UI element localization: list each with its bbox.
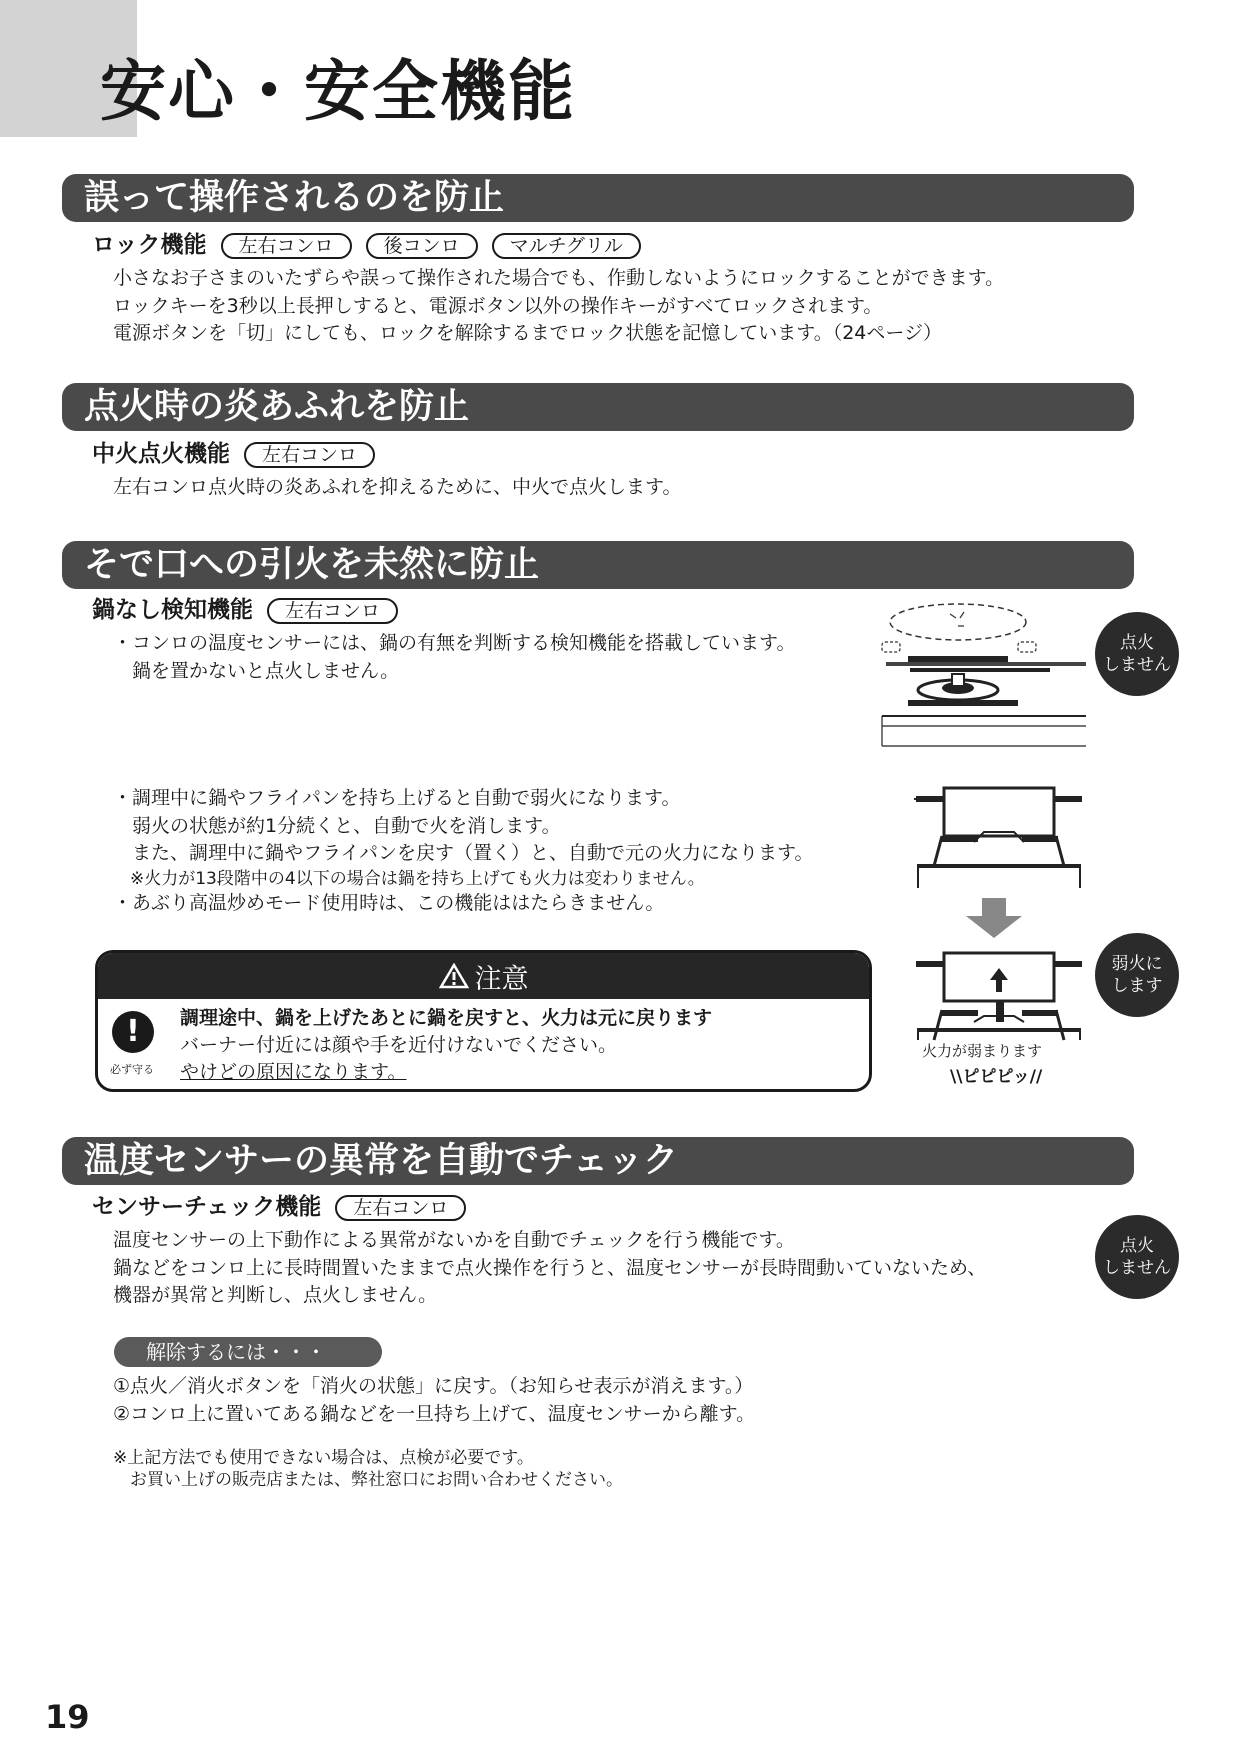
caption-beep <box>950 1062 1042 1087</box>
beep-marks-icon: // <box>1029 1067 1043 1087</box>
text-line: ロックキーを3秒以上長押しすると、電源ボタン以外の操作キーがすべてロックされます。 <box>113 294 883 317</box>
badge-low-flame <box>1095 933 1179 1017</box>
release-step: ②コンロ上に置いてある鍋などを一旦持ち上げて、温度センサーから離す。 <box>113 1402 756 1425</box>
stove-no-pot-illustration <box>880 600 1090 770</box>
caution-text <box>180 1005 712 1086</box>
section-heading-sleeve: そで口への引火を未然に防止 <box>62 541 1134 589</box>
text-line: 小さなお子さまのいたずらや誤って操作された場合でも、作動しないようにロックすることができます。 <box>113 267 1005 289</box>
feature-no-pot <box>92 595 398 625</box>
text-line: 鍋などをコンロ上に長時間置いたままで点火操作を行うと、温度センサーが長時間動いていないため、 <box>113 1256 987 1279</box>
text-line: 鍋を置かないと点火しません。 <box>113 659 400 682</box>
sensor-description <box>113 1227 986 1310</box>
tag-left-right-burner: 左右コンロ <box>221 233 352 259</box>
note-line: お買い上げの販売店または、弊社窓口にお問い合わせください。 <box>113 1470 623 1490</box>
badge-line: しません <box>1103 655 1171 675</box>
caution-box <box>95 950 872 1092</box>
release-step: ①点火／消火ボタンを「消火の状態」に戻す。（お知らせ表示が消えます。） <box>113 1375 754 1397</box>
text-line: 電源ボタンを「切」にしても、ロックを解除するまでロック状態を記憶しています。（24ページ） <box>113 322 943 344</box>
text-line: 温度センサーの上下動作による異常がないかを自動でチェックを行う機能です。 <box>113 1229 795 1251</box>
lift-pot-description <box>113 785 814 917</box>
feature-title: 鍋なし検知機能 <box>92 597 253 623</box>
page-number: 19 <box>45 1698 90 1736</box>
text-line: また、調理中に鍋やフライパンを戻す（置く）と、自動で元の火力になります。 <box>113 842 814 864</box>
caution-line: やけどの原因になります。 <box>180 1061 407 1083</box>
text-line: 弱火の状態が約1分続くと、自動で火を消します。 <box>113 814 561 837</box>
feature-medium-ignition <box>92 439 375 469</box>
feature-sensor-check <box>92 1192 466 1222</box>
caution-line: バーナー付近には顔や手を近付けないでください。 <box>180 1034 618 1056</box>
caution-header <box>98 953 869 999</box>
text-line: ・コンロの温度センサーには、鍋の有無を判断する検知機能を搭載しています。 <box>113 632 796 654</box>
text-line: ・調理中に鍋やフライパンを持ち上げると自動で弱火になります。 <box>113 787 681 809</box>
tag-left-right-burner: 左右コンロ <box>244 442 375 468</box>
release-title: 解除するには・・・ <box>114 1337 382 1367</box>
badge-no-ignition-sensor <box>1095 1215 1179 1299</box>
note-line: ※上記方法でも使用できない場合は、点検が必要です。 <box>113 1448 534 1468</box>
ignition-description <box>113 474 681 502</box>
badge-line: 弱火に <box>1111 954 1163 974</box>
caption-flame-low: 火力が弱まります <box>922 1042 1043 1060</box>
caution-bold-line: 調理途中、鍋を上げたあとに鍋を戻すと、火力は元に戻ります <box>180 1007 713 1029</box>
section-heading-lock: 誤って操作されるのを防止 <box>62 174 1134 222</box>
beep-marks-icon: \\ <box>950 1067 963 1087</box>
feature-title: ロック機能 <box>92 232 207 258</box>
page-title: 安心・安全機能 <box>100 53 576 130</box>
feature-title: 中火点火機能 <box>92 441 230 467</box>
feature-title: センサーチェック機能 <box>92 1194 322 1220</box>
tag-left-right-burner: 左右コンロ <box>267 598 398 624</box>
caption-beep-text: ピピピッ <box>962 1067 1030 1087</box>
sensor-notes <box>113 1447 623 1491</box>
lock-description <box>113 265 1004 348</box>
section-heading-ignition: 点火時の炎あふれを防止 <box>62 383 1134 431</box>
text-line: ・あぶり高温炒めモード使用時は、この機能ははたらきません。 <box>113 891 665 914</box>
must-follow-label: 必ず守る <box>110 1063 154 1076</box>
badge-line: します <box>1111 976 1163 996</box>
tag-multi-grill: マルチグリル <box>492 233 641 259</box>
feature-lock <box>92 230 641 260</box>
tag-left-right-burner: 左右コンロ <box>335 1195 466 1221</box>
text-note: ※火力が13段階中の4以下の場合は鍋を持ち上げても火力は変わりません。 <box>113 868 705 889</box>
badge-no-ignition <box>1095 612 1179 696</box>
badge-line: 点火 <box>1120 1236 1154 1256</box>
release-steps <box>113 1373 755 1428</box>
no-pot-description <box>113 630 795 685</box>
text-line: 機器が異常と判断し、点火しません。 <box>113 1284 438 1306</box>
section-heading-sensor: 温度センサーの異常を自動でチェック <box>62 1137 1134 1185</box>
exclamation-icon: ! <box>112 1011 154 1053</box>
tag-rear-burner: 後コンロ <box>366 233 478 259</box>
badge-line: 点火 <box>1120 633 1154 653</box>
warning-triangle-icon <box>439 963 469 989</box>
caution-title: 注意 <box>474 963 529 995</box>
badge-line: しません <box>1103 1258 1171 1278</box>
text-line: 左右コンロ点火時の炎あふれを抑えるために、中火で点火します。 <box>113 476 682 498</box>
